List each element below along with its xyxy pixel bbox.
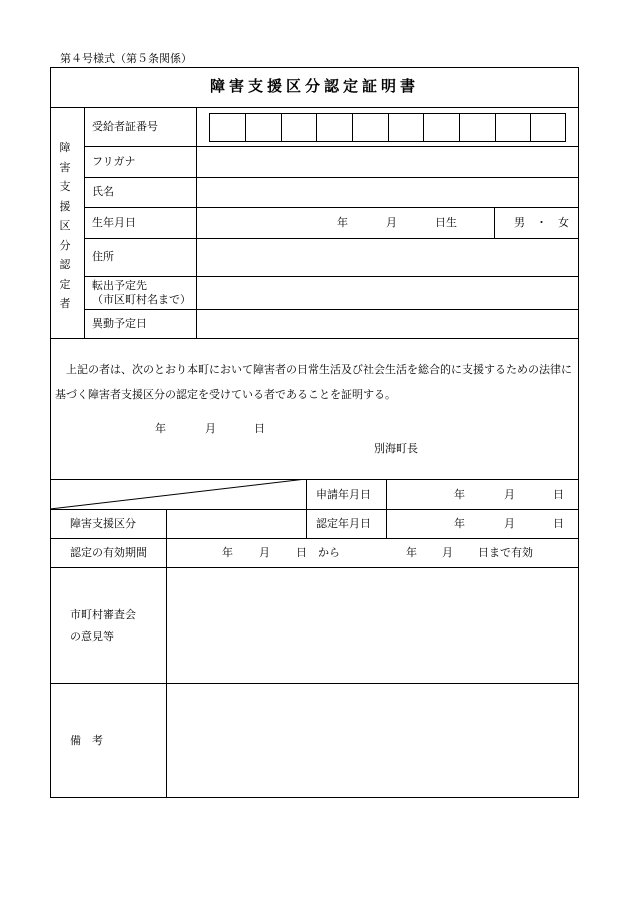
certification-date-label: 認定年月日 (316, 517, 371, 530)
divider (84, 107, 85, 338)
section-label-char: 区 (59, 219, 71, 232)
birth-month-label: 月 (386, 216, 397, 229)
divider (386, 479, 387, 538)
digit-separator (495, 113, 496, 142)
validity-month-label: 月 (259, 546, 270, 559)
digit-separator (316, 113, 317, 142)
digit-separator (423, 113, 424, 142)
validity-from-label: 日 から (296, 546, 340, 559)
divider (306, 479, 307, 538)
section-label-char: 者 (59, 297, 71, 310)
digit-separator (388, 113, 389, 142)
birth-year-label: 年 (337, 216, 348, 229)
divider (50, 107, 579, 108)
transfer-date-label: 異動予定日 (92, 317, 147, 330)
issue-year-label: 年 (155, 422, 166, 435)
issue-month-label: 月 (205, 422, 216, 435)
application-date-label: 申請年月日 (316, 488, 371, 501)
section-label-char: 害 (59, 160, 71, 174)
recipient-number-label: 受給者証番号 (92, 120, 158, 133)
issue-day-label: 日 (254, 422, 265, 435)
divider (50, 338, 579, 339)
section-label-char: 定 (59, 277, 71, 291)
certification-year-label: 年 (454, 517, 465, 530)
divider (84, 207, 579, 208)
digit-separator (352, 113, 353, 142)
divider (84, 276, 579, 277)
divider (494, 207, 495, 238)
gender-choice[interactable]: 男 ・ 女 (514, 216, 569, 229)
divider (166, 509, 167, 798)
divider (50, 567, 579, 568)
divider (196, 107, 197, 338)
divider (84, 309, 579, 310)
document-title: 障害支援区分認定証明書 (209, 77, 419, 95)
section-label-char: 援 (59, 199, 71, 213)
application-day-label: 日 (553, 488, 564, 501)
validity-period-label: 認定の有効期間 (70, 546, 147, 559)
name-label: 氏名 (92, 185, 114, 198)
furigana-label: フリガナ (92, 155, 136, 168)
council-opinion-label-line2: の意見等 (70, 630, 114, 643)
validity-end-month-label: 月 (442, 546, 453, 559)
section-label-char: 認 (59, 258, 71, 271)
digit-separator (281, 113, 282, 142)
validity-until-label: 日まで有効 (478, 546, 533, 559)
transfer-destination-label: 転出予定先 (92, 279, 147, 292)
divider (50, 538, 579, 539)
digit-separator (530, 113, 531, 142)
digit-separator (245, 113, 246, 142)
certification-day-label: 日 (553, 517, 564, 530)
council-opinion-label: 市町村審査会 (70, 608, 136, 621)
divider (50, 683, 579, 684)
divider (50, 509, 579, 510)
certificate-statement: 上記の者は、次のとおり本町において障害者の日常生活及び社会生活を総合的に支援するための法律に基づく障害者支援区分の認定を受けている者であることを証明する。 (55, 363, 572, 401)
divider (84, 238, 579, 239)
application-year-label: 年 (454, 488, 465, 501)
section-label-char: 障 (59, 141, 71, 154)
divider (84, 177, 579, 178)
certification-month-label: 月 (504, 517, 515, 530)
section-label-char: 分 (59, 238, 71, 252)
divider (84, 146, 579, 147)
issuer-name: 別海町長 (374, 442, 418, 455)
application-month-label: 月 (504, 488, 515, 501)
validity-year-label: 年 (222, 546, 233, 559)
digit-separator (459, 113, 460, 142)
birth-day-label: 日生 (435, 216, 457, 229)
section-label-char: 支 (59, 180, 71, 193)
transfer-destination-note: （市区町村名まで） (92, 293, 191, 306)
form-number-label: 第４号様式（第５条関係） (60, 52, 192, 65)
applicant-section-label (53, 138, 77, 314)
diagonal-slash (50, 479, 306, 509)
validity-end-year-label: 年 (406, 546, 417, 559)
support-class-label: 障害支援区分 (70, 517, 136, 530)
address-label: 住所 (92, 250, 114, 263)
birthdate-label: 生年月日 (92, 216, 136, 229)
remarks-label: 備 考 (70, 734, 103, 747)
